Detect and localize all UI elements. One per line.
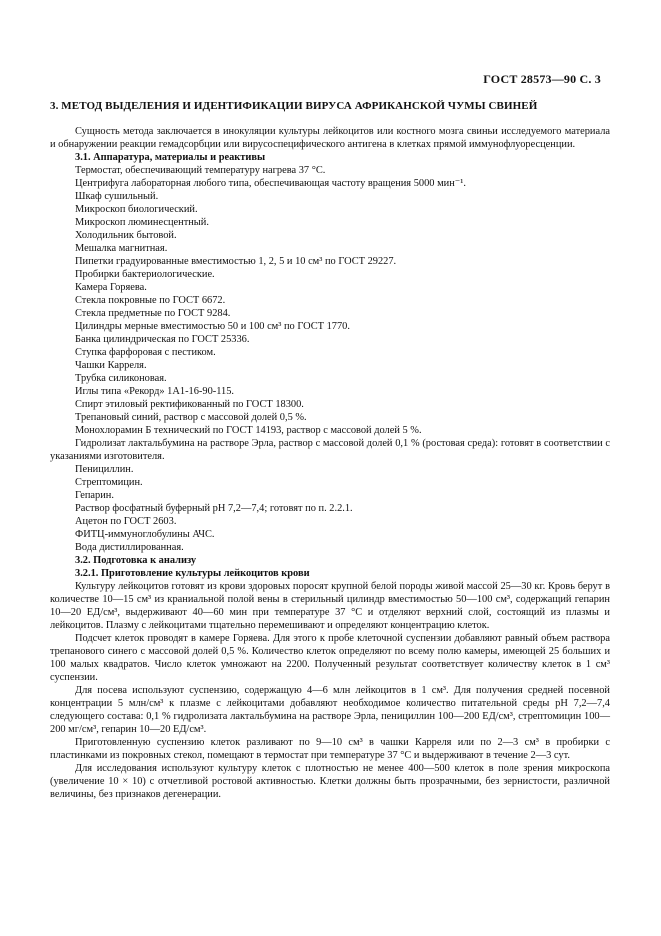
body-paragraph: Подсчет клеток проводят в камере Горяева. Для этого к пробе клеточной суспензии добавляют равный объем раствора трепанового синего с массовой долей 0,5 %. Количество клеток определяют по всему полю камеры, имеющей 25 больших и 100 малых квадратов. Число клеток умножают на 2200. Полученный результат соответствует количеству клеток в 1 см³ суспензии.	[50, 633, 610, 683]
list-item: Цилиндры мерные вместимостью 50 и 100 см³ по ГОСТ 1770.	[75, 321, 350, 332]
list-item: Чашки Карреля.	[75, 360, 147, 371]
gidrolizat-paragraph: Гидролизат лактальбумина на растворе Эрла, раствор с массовой долей 0,1 % (ростовая среда): готовят в соответствии с указаниями изготовителя.	[50, 438, 610, 462]
list-item: Ступка фарфоровая с пестиком.	[75, 347, 216, 358]
section-3-2-1-heading: 3.2.1. Приготовление культуры лейкоцитов крови	[75, 568, 310, 579]
list-item: Стекла предметные по ГОСТ 9284.	[75, 308, 231, 319]
list-item: ФИТЦ-иммуноглобулины АЧС.	[75, 529, 215, 540]
list-item: Ацетон по ГОСТ 2603.	[75, 516, 177, 527]
section-3-1-heading: 3.1. Аппаратура, материалы и реактивы	[75, 152, 266, 163]
list-item: Трепановый синий, раствор с массовой долей 0,5 %.	[75, 412, 307, 423]
body-paragraph: Для исследования используют культуру клеток с плотностью не менее 400—500 клеток в поле зрения микроскопа (увеличение 10 × 10) с отчетливой ростовой активностью. Клетки должны быть прозрачными, без зернистости, различной величины, без признаков дегенерации.	[50, 763, 610, 800]
list-item: Камера Горяева.	[75, 282, 147, 293]
list-item: Спирт этиловый ректификованный по ГОСТ 18300.	[75, 399, 304, 410]
page-header: ГОСТ 28573—90 С. 3	[483, 72, 601, 86]
document-body	[50, 125, 610, 801]
list-item: Вода дистиллированная.	[75, 542, 184, 553]
body-paragraph: Приготовленную суспензию клеток разливают по 9—10 см³ в чашки Карреля или по 2—3 см³ в пробирки с пластинками из покровных стекол, помещают в термостат при температуре 37 °С и выдерживают в течение 2—3 сут.	[50, 737, 610, 761]
list-item: Микроскоп люминесцентный.	[75, 217, 209, 228]
list-item: Микроскоп биологический.	[75, 204, 198, 215]
intro-paragraph: Сущность метода заключается в инокуляции культуры лейкоцитов или костного мозга свиньи исследуемого материала и обнаружении реакции гемадсорбции или вирусоспецифического антигена в клетках прямой иммунофлуоресценции.	[50, 126, 610, 150]
list-item: Пипетки градуированные вместимостью 1, 2, 5 и 10 см³ по ГОСТ 29227.	[75, 256, 397, 267]
list-item: Банка цилиндрическая по ГОСТ 25336.	[75, 334, 250, 345]
list-item: Шкаф сушильный.	[75, 191, 159, 202]
list-item: Термостат, обеспечивающий температуру нагрева 37 °С.	[75, 165, 326, 176]
list-item: Гепарин.	[75, 490, 114, 501]
section-3-2-heading: 3.2. Подготовка к анализу	[75, 555, 197, 566]
list-item: Пенициллин.	[75, 464, 134, 475]
list-item: Трубка силиконовая.	[75, 373, 167, 384]
list-item: Холодильник бытовой.	[75, 230, 177, 241]
list-item: Стрептомицин.	[75, 477, 143, 488]
list-item: Центрифуга лабораторная любого типа, обеспечивающая частоту вращения 5000 мин⁻¹.	[75, 178, 466, 189]
body-paragraph: Культуру лейкоцитов готовят из крови здоровых поросят крупной белой породы живой массой 25—30 кг. Кровь берут в количестве 10—15 см³ из краниальной полой вены в стерильный цилиндр вместимостью 50—100 см³, содержащий гепарин 10—20 ЕД/см³, выдерживают 40—60 мин при температуре 37 °С и отделяют верхний слой, состоящий из плазмы и лейкоцитов. Плазму с лейкоцитами тщательно перемешивают и определяют концентрацию клеток.	[50, 581, 610, 631]
list-item: Пробирки бактериологические.	[75, 269, 215, 280]
list-item: Мешалка магнитная.	[75, 243, 168, 254]
list-item: Монохлорамин Б технический по ГОСТ 14193, раствор с массовой долей 5 %.	[75, 425, 422, 436]
section-title: 3. МЕТОД ВЫДЕЛЕНИЯ И ИДЕНТИФИКАЦИИ ВИРУСА АФРИКАНСКОЙ ЧУМЫ СВИНЕЙ	[50, 100, 538, 112]
list-item: Раствор фосфатный буферный pH 7,2—7,4; готовят по п. 2.2.1.	[75, 503, 353, 514]
list-item: Иглы типа «Рекорд» 1А1-16-90-115.	[75, 386, 235, 397]
body-paragraph: Для посева используют суспензию, содержащую 4—6 млн лейкоцитов в 1 см³. Для получения средней посевной концентрации 5 млн/см³ к плазме с лейкоцитами добавляют необходимое количество питательной среды pH 7,2—7,4 следующего состава: 0,1 % гидролизата лактальбумина на растворе Эрла, пенициллин 100—200 ЕД/см³, стрептомицин 100—200 мг/см³, гепарин 10—20 ЕД/см³.	[50, 685, 610, 735]
list-item: Стекла покровные по ГОСТ 6672.	[75, 295, 226, 306]
